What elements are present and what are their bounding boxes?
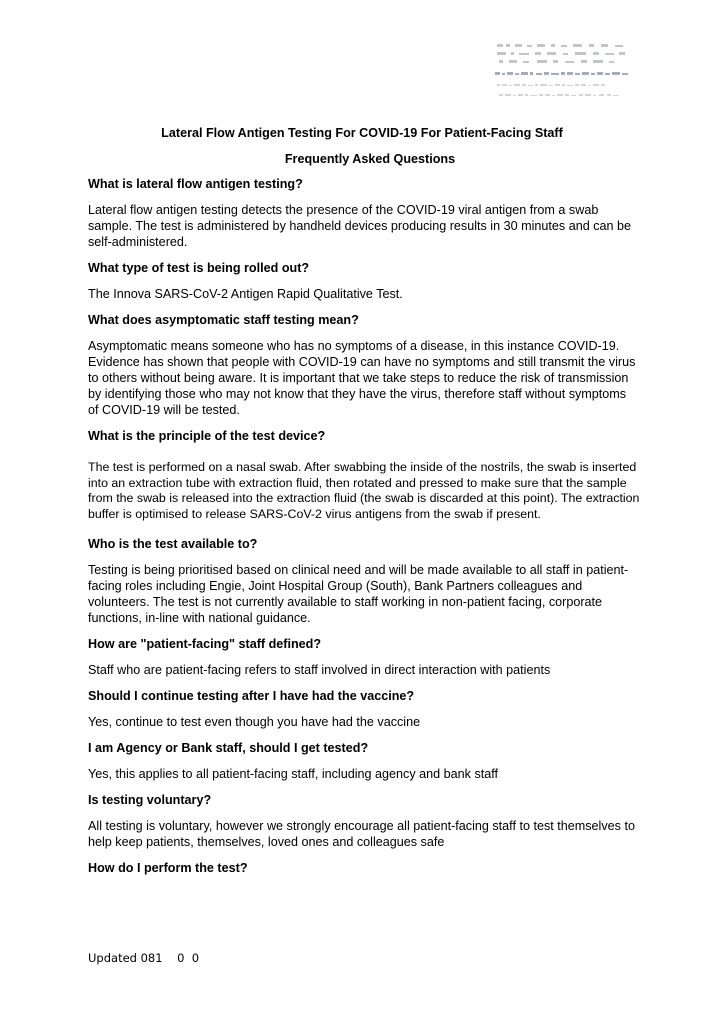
faq-question: Who is the test available to? <box>88 537 258 551</box>
document-subtitle: Frequently Asked Questions <box>284 152 456 166</box>
faq-answer: Staff who are patient-facing refers to staff involved in direct interaction with patients <box>88 663 551 677</box>
faq-question: What type of test is being rolled out? <box>88 261 310 275</box>
organisation-logo <box>493 40 633 104</box>
faq-question: Is testing voluntary? <box>88 793 212 807</box>
faq-answer: The test is performed on a nasal swab. After swabbing the inside of the nostrils, the swab is inserted into an extraction tube with extraction fluid, then rotated and pressed to make sure that the sample from the swab is released into the extraction fluid (the swab is discarded at this point). The extraction buffer is optimised to release SARS-CoV-2 virus antigens from the swab if present. <box>88 460 640 521</box>
faq-list <box>88 176 640 886</box>
faq-answer: Lateral flow antigen testing detects the presence of the COVID-19 viral antigen from a swab sample. The test is administered by handheld devices producing results in 30 minutes and can be self-administered. <box>88 203 632 249</box>
faq-answer: All testing is voluntary, however we strongly encourage all patient-facing staff to test themselves to help keep patients, themselves, loved ones and colleagues safe <box>88 819 635 849</box>
faq-question: How are "patient-facing" staff defined? <box>88 637 322 651</box>
faq-question: What is the principle of the test device? <box>88 429 326 443</box>
faq-answer: Asymptomatic means someone who has no symptoms of a disease, in this instance COVID-19. Evidence has shown that people with COVID-19 can have no symptoms and still transmit the virus to others without being aware. It is important that we take steps to reduce the risk of transmission by identifying those who may not know that they have the virus, therefore staff without symptoms of COVID-19 will be tested. <box>88 339 636 417</box>
faq-question: What is lateral flow antigen testing? <box>88 177 303 191</box>
faq-question: Should I continue testing after I have had the vaccine? <box>88 689 415 703</box>
faq-answer: Testing is being prioritised based on clinical need and will be made available to all staff in patient-facing roles including Engie, Joint Hospital Group (South), Bank Partners colleagues and volunteers. The test is not currently available to staff working in non-patient facing, corporate functions, in-line with national guidance. <box>88 563 629 625</box>
faq-question: What does asymptomatic staff testing mean? <box>88 313 359 327</box>
faq-question: How do I perform the test? <box>88 861 248 875</box>
faq-answer: Yes, this applies to all patient-facing staff, including agency and bank staff <box>88 767 499 781</box>
page-footer: Updated 081 0 0 <box>88 951 200 965</box>
faq-answer: The Innova SARS-CoV-2 Antigen Rapid Qualitative Test. <box>88 287 403 301</box>
document-title: Lateral Flow Antigen Testing For COVID-19 For Patient-Facing Staff <box>161 126 563 140</box>
faq-answer: Yes, continue to test even though you have had the vaccine <box>88 715 421 729</box>
faq-question: I am Agency or Bank staff, should I get tested? <box>88 741 369 755</box>
